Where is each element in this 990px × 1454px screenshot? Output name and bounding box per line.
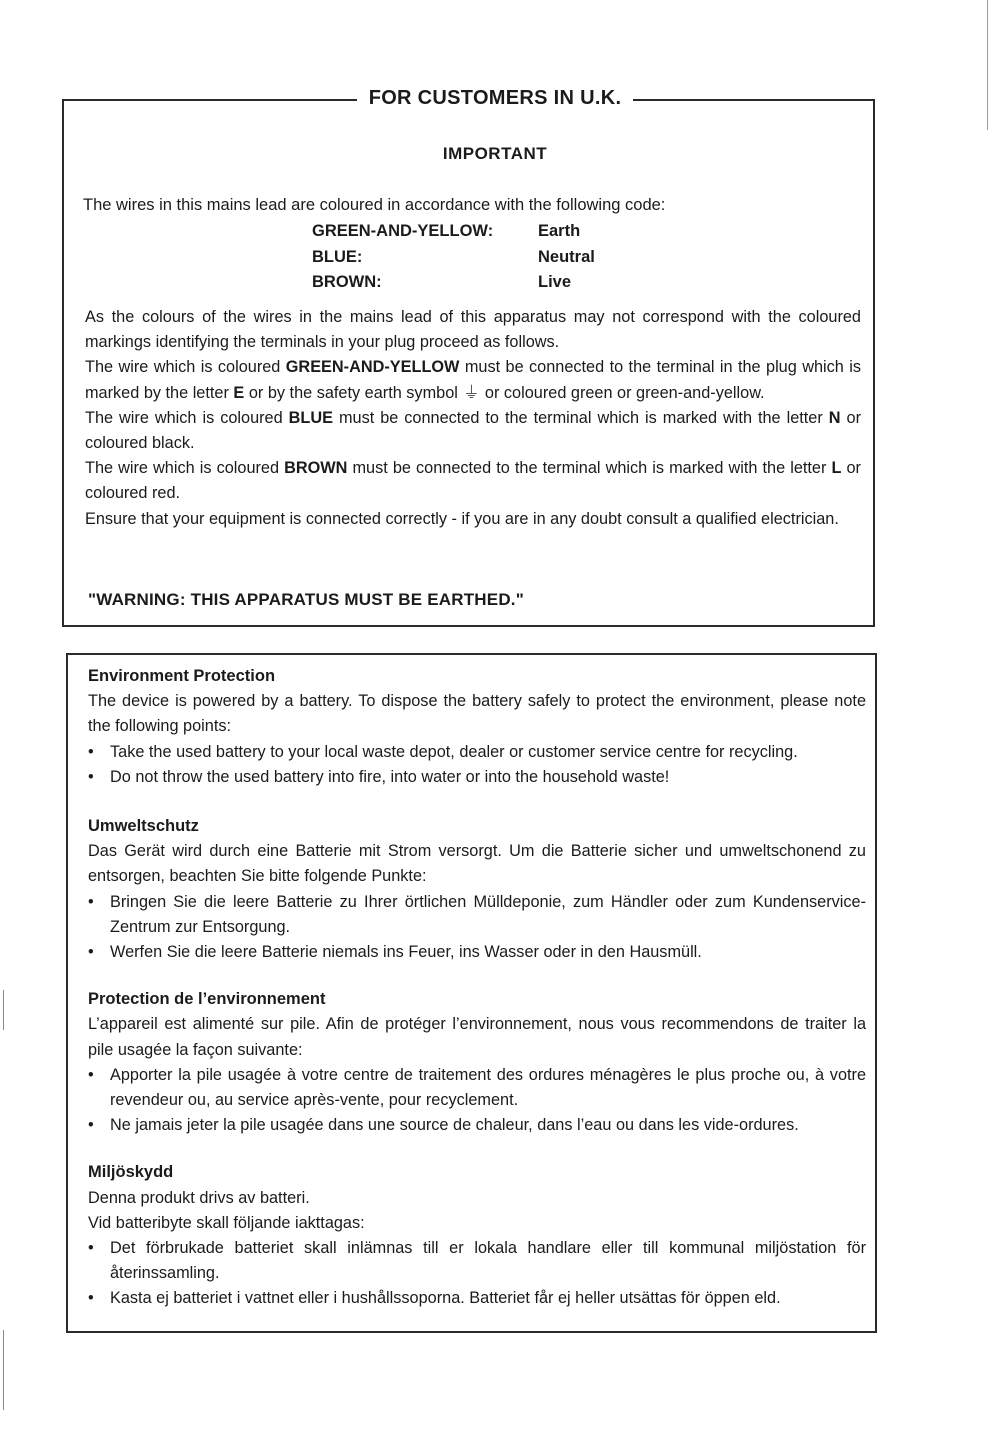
list-item	[88, 1113, 866, 1138]
scan-edge-mark	[3, 1330, 4, 1410]
section-intro: L’appareil est alimenté sur pile. Afin de protéger l’environnement, nous vous recommendons de traiter la pile usagée la façon suivante:	[88, 1015, 866, 1059]
list-item-text: Apporter la pile usagée à votre centre de traitement des ordures ménagères le plus proche ou, à votre revendeur ou, au service après-vente, pour recyclement.	[110, 1065, 866, 1110]
uk-para-ensure: Ensure that your equipment is connected correctly - if you are in any doubt consult a qualified electrician.	[85, 509, 839, 528]
bold-text: BLUE	[288, 408, 333, 427]
list-item	[88, 1286, 866, 1311]
important-label: IMPORTANT	[442, 144, 548, 163]
code-wire: BLUE:	[312, 247, 363, 266]
bullet-icon: •	[88, 1239, 94, 1258]
code-meaning: Neutral	[538, 247, 595, 266]
bullet-icon: •	[88, 767, 94, 786]
uk-para-green-yellow	[85, 355, 861, 405]
bullet-icon: •	[88, 892, 94, 911]
text: or coloured green or green-and-yellow.	[480, 383, 765, 402]
code-row	[312, 222, 595, 248]
list-item-text: Ne jamais jeter la pile usagée dans une source de chaleur, dans l’eau ou dans les vide-ordures.	[110, 1116, 799, 1135]
bullet-list	[88, 1063, 866, 1139]
uk-heading	[0, 87, 990, 110]
uk-para-colours: As the colours of the wires in the mains lead of this apparatus may not correspond with the coloured markings identifying the terminals in your plug proceed as follows.	[85, 308, 861, 352]
uk-para-blue	[85, 406, 861, 456]
bullet-icon: •	[88, 943, 94, 962]
uk-instructions	[85, 305, 861, 532]
text: The wire which is coloured	[85, 459, 285, 478]
bullet-list	[88, 1236, 866, 1312]
bold-text: E	[233, 383, 245, 402]
bullet-icon: •	[88, 742, 94, 761]
list-item	[88, 740, 866, 765]
bullet-list	[88, 740, 866, 790]
list-item	[88, 765, 866, 790]
bullet-list	[88, 890, 866, 966]
code-wire: BROWN:	[312, 273, 382, 291]
section-de	[88, 814, 866, 965]
list-item-text: Do not throw the used battery into fire, into water or into the household waste!	[110, 767, 670, 786]
section-intro-line: Denna produkt drivs av batteri.	[88, 1188, 310, 1207]
earth-symbol-icon: ⏚	[463, 383, 480, 402]
list-item	[88, 940, 866, 965]
section-title: Umweltschutz	[88, 817, 199, 836]
list-item-text: Take the used battery to your local waste depot, dealer or customer service centre for recycling.	[110, 742, 798, 761]
section-sv	[88, 1160, 866, 1311]
text: or by the safety earth symbol	[244, 383, 463, 402]
text: must be connected to the terminal which is marked with the letter	[332, 408, 829, 427]
uk-para-brown	[85, 456, 861, 506]
environment-content	[88, 664, 866, 1334]
section-fr	[88, 987, 866, 1138]
uk-heading-text: FOR CUSTOMERS IN U.K.	[357, 87, 634, 109]
bold-text: N	[828, 408, 841, 427]
scan-edge-mark	[3, 990, 4, 1030]
code-meaning: Live	[538, 273, 572, 291]
code-meaning: Earth	[538, 222, 581, 240]
list-item	[88, 890, 866, 940]
bullet-icon: •	[88, 1116, 94, 1135]
colour-code-intro: The wires in this mains lead are coloured in accordance with the following code:	[83, 196, 666, 214]
bold-text: GREEN-AND-YELLOW	[285, 358, 460, 377]
section-intro: The device is powered by a battery. To dispose the battery safely to protect the environment, please note the following points:	[88, 692, 866, 736]
section-title: Protection de l’environnement	[88, 990, 326, 1009]
text: The wire which is coloured	[85, 408, 289, 427]
list-item-text: Kasta ej batteriet i vattnet eller i hushållssoporna. Batteriet får ej heller utsättas för öppen eld.	[110, 1289, 781, 1308]
text: or coloured black.	[85, 408, 861, 453]
code-wire: GREEN-AND-YELLOW:	[312, 222, 494, 240]
colour-code-table	[312, 222, 595, 299]
list-item	[88, 1236, 866, 1286]
section-title: Miljöskydd	[88, 1163, 174, 1182]
section-en	[88, 664, 866, 790]
bullet-icon: •	[88, 1289, 94, 1308]
list-item-text: Werfen Sie die leere Batterie niemals ins Feuer, ins Wasser oder in den Hausmüll.	[110, 943, 702, 962]
list-item-text: Bringen Sie die leere Batterie zu Ihrer örtlichen Mülldeponie, zum Händler oder zum Kundenservice-Zentrum zur Entsorgung.	[110, 892, 866, 936]
bold-text: L	[831, 459, 842, 478]
text: The wire which is coloured	[85, 358, 286, 377]
list-item-text: Det förbrukade batteriet skall inlämnas till er lokala handlare eller till kommunal miljöstation för återinssamling.	[110, 1239, 866, 1283]
scan-edge-mark	[987, 0, 988, 130]
list-item	[88, 1063, 866, 1113]
text: must be connected to the terminal which is marked with the letter	[347, 459, 832, 478]
text: must be connected to the terminal in the plug which is marked by the letter	[85, 358, 861, 402]
bold-text: BROWN	[284, 459, 348, 478]
section-intro-line: Vid batteribyte skall följande iakttagas:	[88, 1213, 365, 1232]
code-row	[312, 248, 595, 274]
section-title: Environment Protection	[88, 667, 276, 685]
earthing-warning: "WARNING: THIS APPARATUS MUST BE EARTHED."	[88, 590, 524, 609]
bullet-icon: •	[88, 1065, 94, 1084]
section-intro: Das Gerät wird durch eine Batterie mit Strom versorgt. Um die Batterie sicher und umweltschonend zu entsorgen, beachten Sie bitte folgende Punkte:	[88, 842, 866, 886]
text: or coloured red.	[85, 459, 861, 503]
code-row	[312, 273, 595, 299]
